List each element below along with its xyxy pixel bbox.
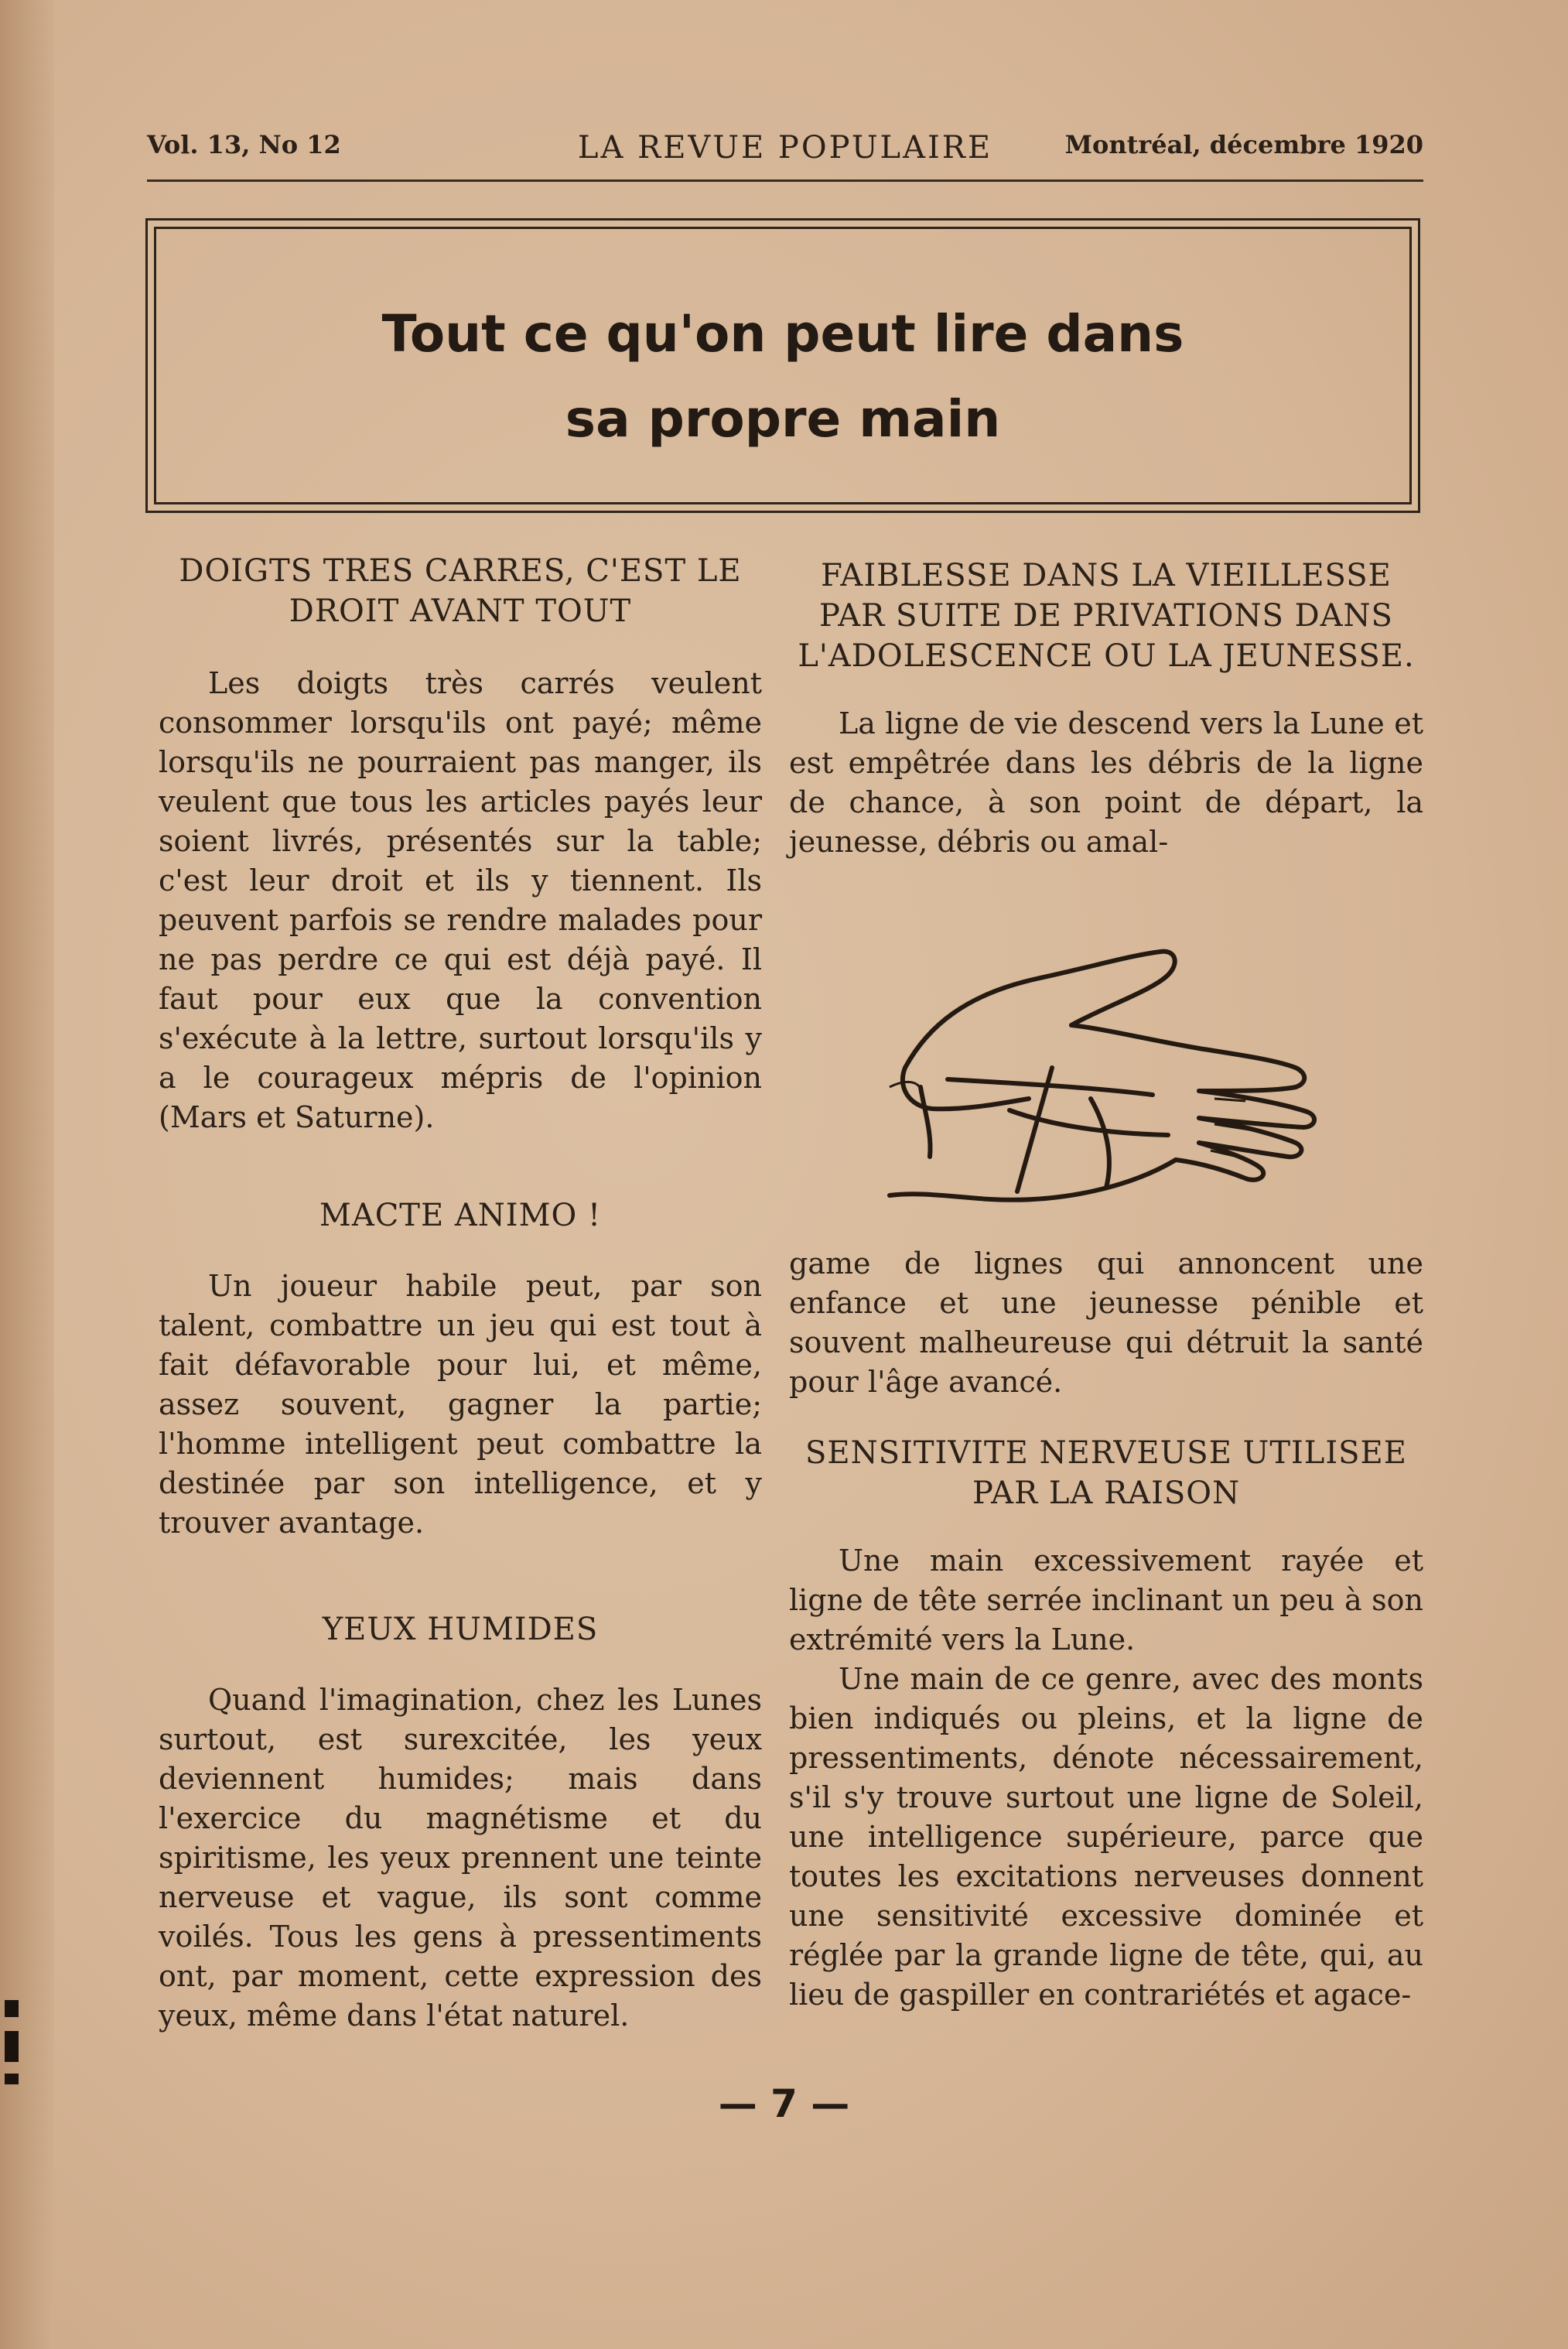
section-heading: MACTE ANIMO ! <box>319 1198 602 1233</box>
section-body: Quand l'imagination, chez les Lunes surtout, est surexcitée, les yeux deviennent humides; mais dans l'exercice du magnétisme et du spiritisme, les yeux prennent une teinte nerveuse et vague, ils sont comme voilés. Tous les gens à pressentiments ont, par moment, cette expression des yeux, même dans l'état naturel. <box>159 1683 762 2033</box>
header-rule <box>147 180 1423 182</box>
running-header <box>147 130 1423 176</box>
title-box <box>145 218 1420 513</box>
section-paragraph: Une main excessivement rayée et ligne de tête serrée inclinant un peu à son extrémité vers la Lune. <box>789 1544 1423 1657</box>
section-body-before-figure: La ligne de vie descend vers la Lune et est empêtrée dans les débris de la ligne de chance, à son point de départ, la jeunesse, débris ou amal- <box>789 706 1423 859</box>
place-date: Montréal, décembre 1920 <box>1064 130 1423 159</box>
right-column-part-2 <box>789 1244 1423 2015</box>
title-line-2: sa propre main <box>565 389 1001 449</box>
palm-illustration <box>874 932 1338 1242</box>
publication-name: LA REVUE POPULAIRE <box>577 130 993 166</box>
margin-mark <box>5 2000 19 2017</box>
left-column-part-2 <box>159 1195 762 1543</box>
right-column <box>789 556 1423 862</box>
section-body: Un joueur habile peut, par son talent, combattre un jeu qui est tout à fait défavorable pour lui, et même, assez souvent, gagner la partie; l'homme intelligent peut combattre la destinée par son intelligence, et y trouver avantage. <box>159 1269 762 1540</box>
section-heading: FAIBLESSE DANS LA VIEILLESSE PAR SUITE DE PRIVATIONS DANS L'ADOLESCENCE OU LA JEUNESSE. <box>798 558 1415 674</box>
volume-number: Vol. 13, No 12 <box>147 130 341 159</box>
left-column-part-3 <box>159 1609 762 2036</box>
left-column <box>159 551 762 1137</box>
margin-mark <box>5 2031 19 2062</box>
section-heading: DOIGTS TRES CARRES, C'EST LE DROIT AVANT TOUT <box>179 553 742 629</box>
section-body: Les doigts très carrés veulent consommer lorsqu'ils ont payé; même lorsqu'ils ne pourraient pas manger, ils veulent que tous les articles payés leur soient livrés, présentés sur la table; c'est leur droit et ils y tiennent. Ils peuvent parfois se rendre malades pour ne pas perdre ce qui est déjà payé. Il faut pour eux que la convention s'exécute à la lettre, surtout lorsqu'ils y a le courageux mépris de l'opinion (Mars et Saturne). <box>159 666 762 1134</box>
title-line-1: Tout ce qu'on peut lire dans <box>381 304 1184 364</box>
section-paragraph: Une main de ce genre, avec des monts bien indiqués ou pleins, et la ligne de pressentiments, dénote nécessairement, s'il s'y trouve surtout une ligne de Soleil, une intelligence supérieure, parce que toutes les excitations nerveuses donnent une sensitivité excessive dominée et réglée par la grande ligne de tête, qui, au lieu de gaspiller en contrariétés et agace- <box>789 1662 1423 2012</box>
article-title <box>148 292 1418 462</box>
page-edge <box>0 0 54 2349</box>
section-body-after-figure: game de lignes qui annoncent une enfance et une jeunesse pénible et souvent malheureuse qui détruit la santé pour l'âge avancé. <box>789 1246 1423 1399</box>
section-heading: SENSITIVITE NERVEUSE UTILISEE PAR LA RAISON <box>805 1435 1407 1511</box>
page-number: — 7 — <box>718 2081 850 2126</box>
section-heading: YEUX HUMIDES <box>322 1612 599 1647</box>
